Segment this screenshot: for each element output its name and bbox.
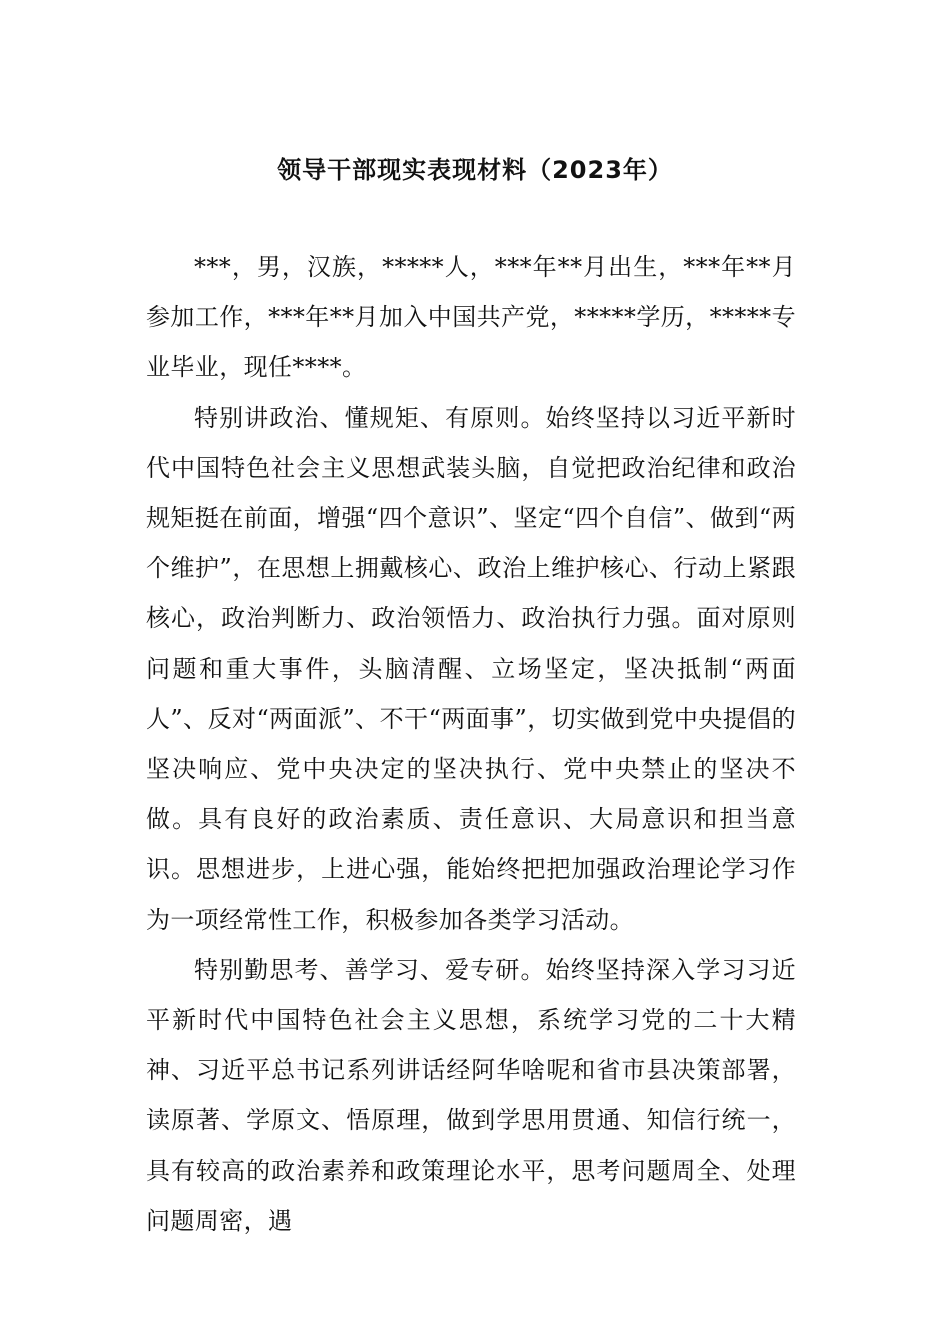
paragraph-personal-info: ***，男，汉族，*****人，***年**月出生，***年**月参加工作，***年**月加入中国共产党，*****学历，*****专业毕业，现任****。 bbox=[146, 253, 796, 382]
paragraph-study: 特别勤思考、善学习、爱专研。始终坚持深入学习习近平新时代中国特色社会主义思想，系统学习党的二十大精神、习近平总书记系列讲话经阿华啥呢和省市县决策部署，读原著、学原文、悟原理，做到学思用贯通、知信行统一，具有较高的政治素养和政策理论水平，思考问题周全、处理问题周密，遇 bbox=[146, 955, 796, 1235]
document-title: 领导干部现实表现材料（2023年） bbox=[277, 156, 673, 184]
paragraph-politics: 特别讲政治、懂规矩、有原则。始终坚持以习近平新时代中国特色社会主义思想武装头脑，自觉把政治纪律和政治规矩挺在前面，增强“四个意识”、坚定“四个自信”、做到“两个维护”，在思想上拥戴核心、政治上维护核心、行动上紧跟核心，政治判断力、政治领悟力、政治执行力强。面对原则问题和重大事件，头脑清醒、立场坚定，坚决抵制“两面人”、反对“两面派”、不干“两面事”，切实做到党中央提倡的坚决响应、党中央决定的坚决执行、党中央禁止的坚决不做。具有良好的政治素质、责任意识、大局意识和担当意识。思想进步，上进心强，能始终把把加强政治理论学习作为一项经常性工作，积极参加各类学习活动。 bbox=[146, 403, 796, 934]
document-body bbox=[146, 242, 796, 1246]
